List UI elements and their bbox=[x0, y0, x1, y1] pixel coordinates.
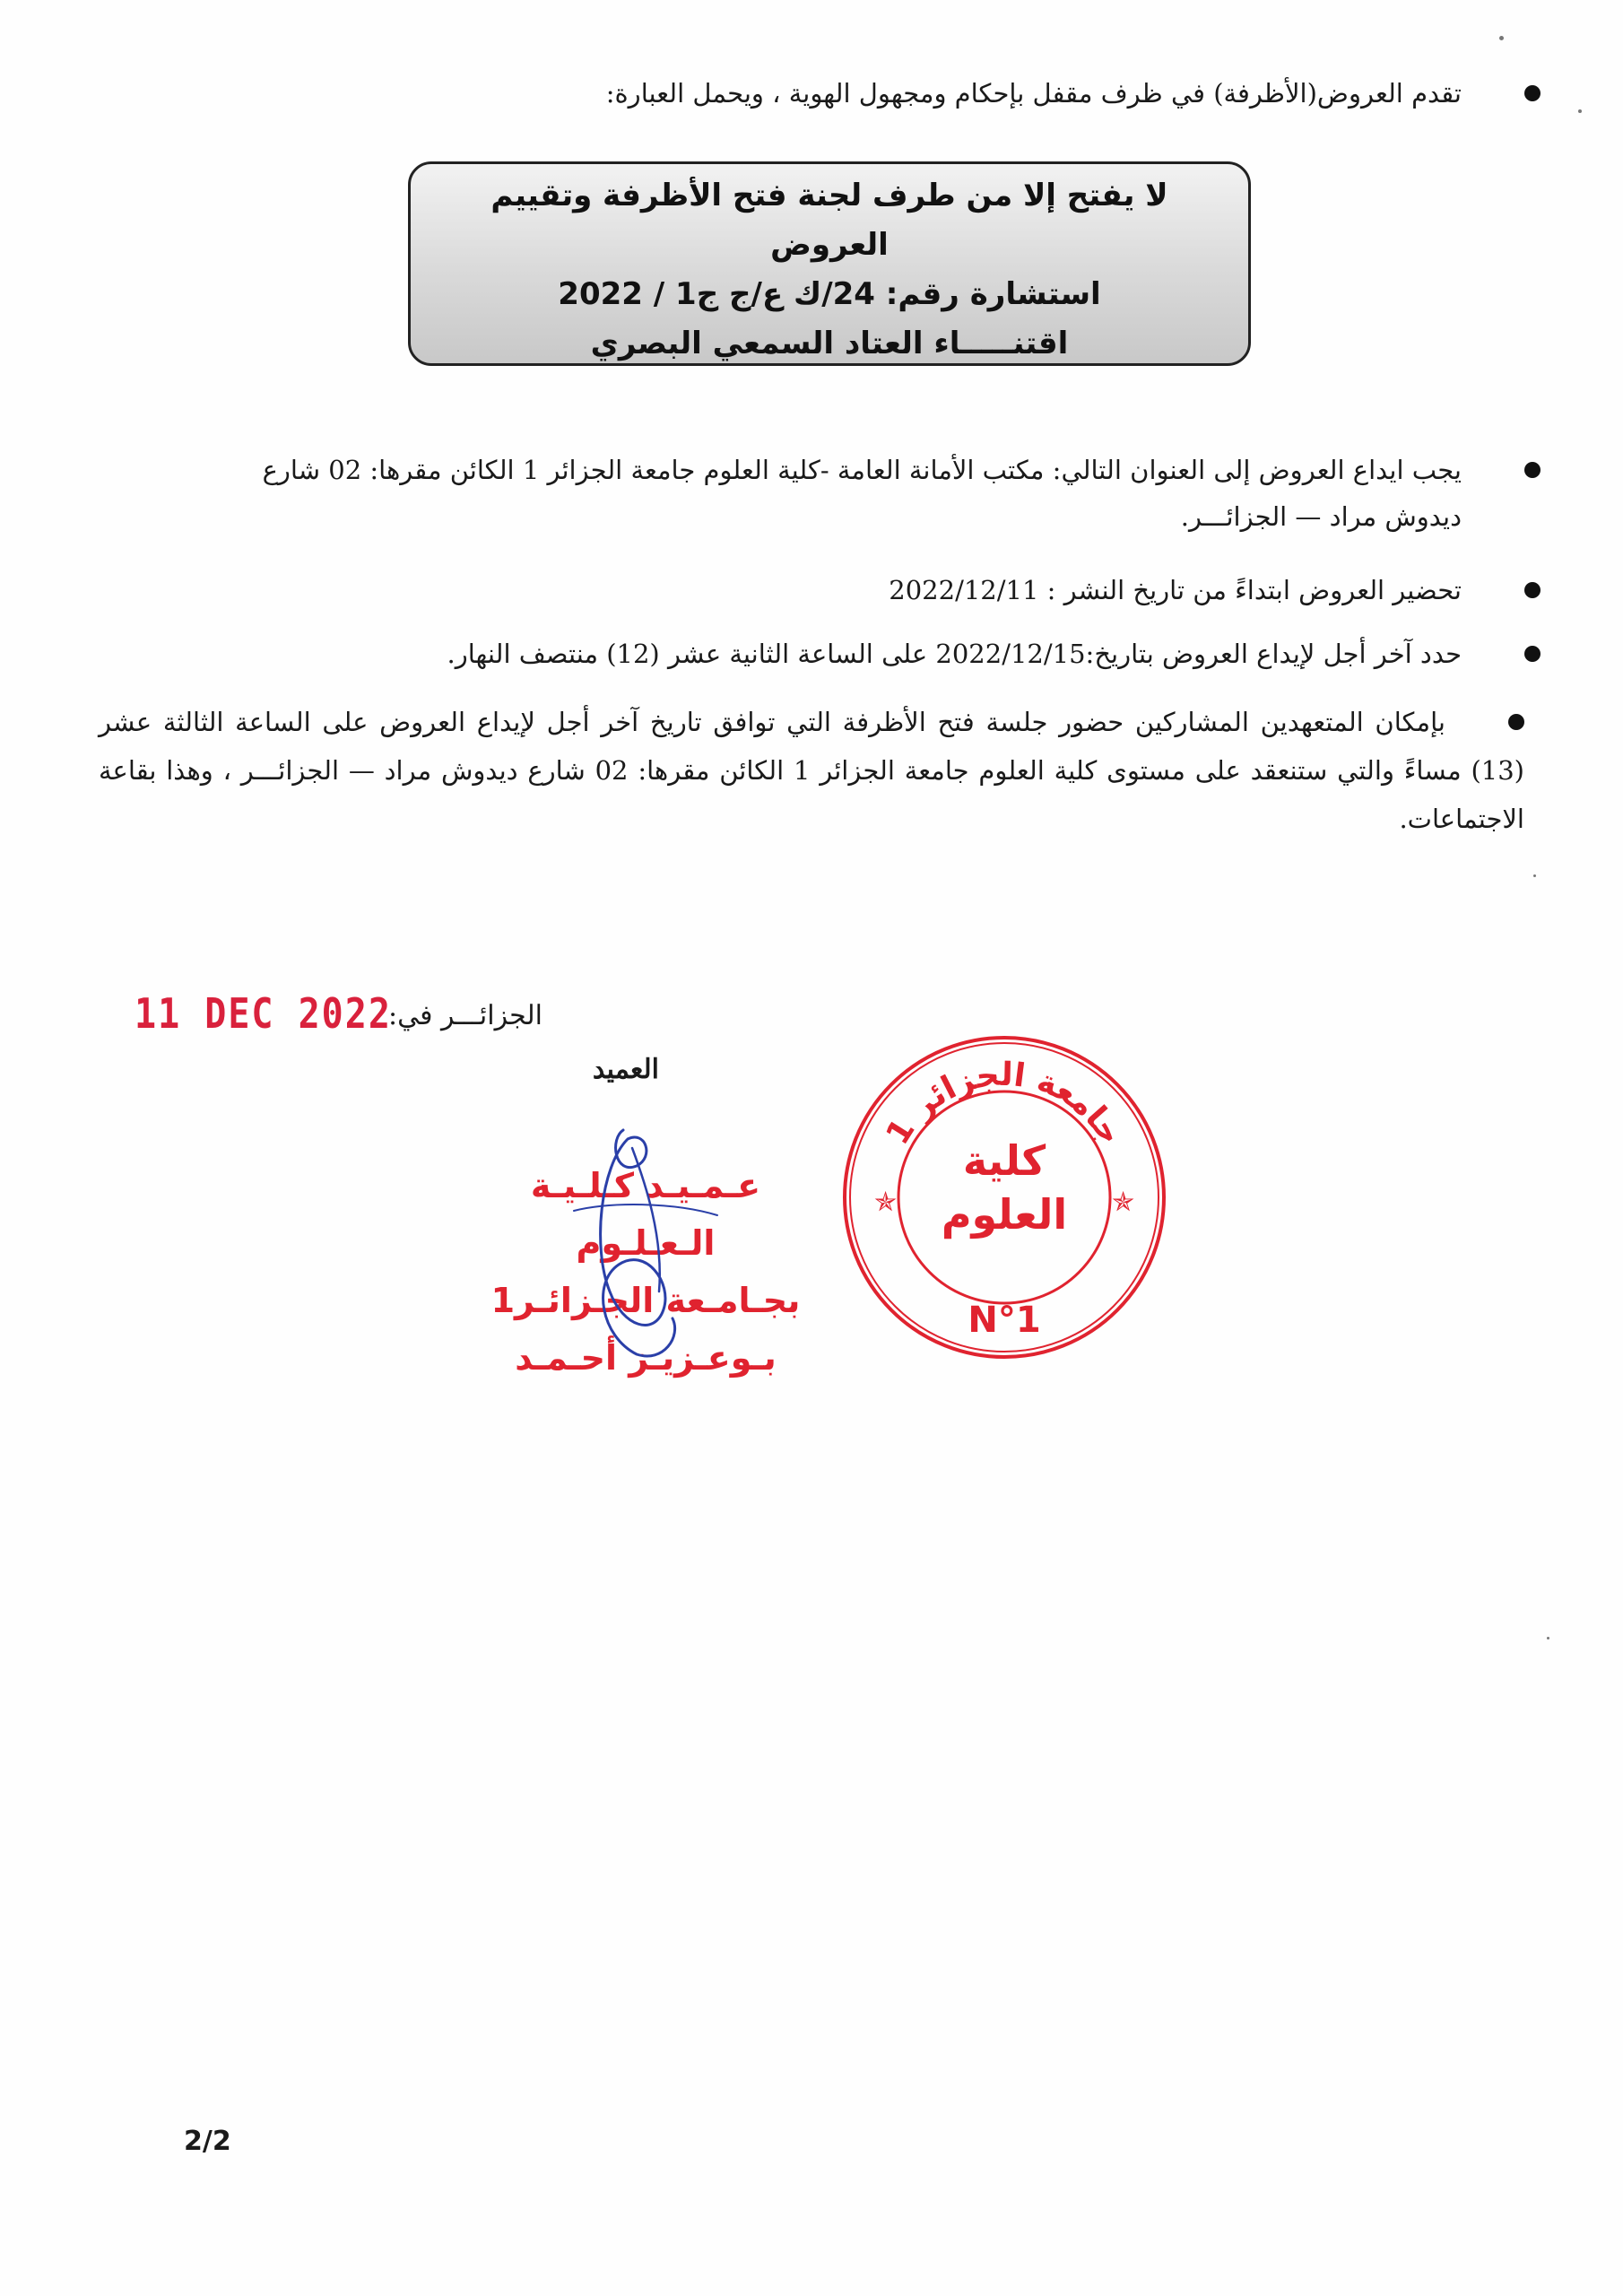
notice-line-subject: اقتنـــــاء العتاد السمعي البصري bbox=[590, 326, 1069, 361]
seal-inner-line1: كلية bbox=[962, 1136, 1046, 1185]
scan-speck bbox=[1499, 36, 1504, 40]
seal-star-left-icon: ✯ bbox=[874, 1187, 898, 1218]
bullet-dot-icon bbox=[1524, 582, 1541, 598]
seal-outer-text: جامعة الجزائر 1 bbox=[879, 1056, 1130, 1152]
envelope-notice-box bbox=[408, 161, 1251, 366]
bullet-deposit-address bbox=[224, 447, 1462, 540]
bullet-text: حدد آخر أجل لإيداع العروض بتاريخ:2022/12/15 على الساعة الثانية عشر (12) منتصف النهار. bbox=[447, 639, 1462, 669]
bullet-text: تحضير العروض ابتداءً من تاريخ النشر : 2022/12/11 bbox=[889, 575, 1462, 605]
bullet-preparation-date bbox=[565, 567, 1462, 613]
seal-star-right-icon: ✯ bbox=[1112, 1187, 1135, 1218]
dean-title: العميد bbox=[592, 1054, 659, 1085]
date-stamp: 11 DEC 2022 bbox=[135, 990, 392, 1039]
seal-number: N°1 bbox=[968, 1300, 1041, 1341]
seal-inner-line2: العلوم bbox=[941, 1190, 1068, 1239]
scan-speck bbox=[1533, 874, 1536, 877]
handwritten-signature bbox=[538, 1112, 735, 1363]
bullet-opening-session bbox=[99, 698, 1524, 843]
bullet-text: تقدم العروض(الأظرفة) في ظرف مقفل بإحكام ومجهول الهوية ، ويحمل العبارة: bbox=[605, 78, 1462, 109]
dean-stamp-line-university: بجـامـعة الجـزائـر1 bbox=[490, 1281, 801, 1320]
scan-speck bbox=[1547, 1637, 1549, 1639]
bullet-dot-icon bbox=[1524, 646, 1541, 662]
bullet-dot-icon bbox=[1524, 462, 1541, 478]
place-label: الجزائـــر في: bbox=[388, 1000, 542, 1031]
bullet-text: يجب ايداع العروض إلى العنوان التالي: مكتب الأمانة العامة -كلية العلوم جامعة الجزائر 1 الكائن مقرها: 02 شارع ديدوش مراد — الجزائـــر. bbox=[262, 455, 1462, 532]
notice-line-committee: لا يفتح إلا من طرف لجنة فتح الأظرفة وتقييم العروض bbox=[490, 178, 1168, 263]
dean-stamp-line-name: بـوعـزيـز أحـمـد bbox=[515, 1338, 777, 1378]
dean-stamp-line-title: عـمـيـد كـلـيـة الـعـلـوم bbox=[530, 1166, 761, 1263]
bullet-deadline bbox=[386, 631, 1462, 677]
page-number: 2/2 bbox=[184, 2126, 231, 2157]
bullet-text: بإمكان المتعهدين المشاركين حضور جلسة فتح الأظرفة التي توافق تاريخ آخر أجل لإيداع العروض على الساعة الثالثة عشر (13) مساءً والتي ستنعقد على مستوى كلية العلوم جامعة الجزائر 1 الكائن مقرها: 02 شارع ديدوش مراد — الجزائـــر ، وهذا بقاعة الاجتماعات. bbox=[99, 707, 1524, 834]
scan-speck bbox=[1578, 109, 1582, 113]
bullet-dot-icon bbox=[1508, 714, 1524, 730]
notice-line-consultation-number: استشارة رقم: 24/ك ع/ج ج1 / 2022 bbox=[558, 276, 1101, 312]
bullet-dot-icon bbox=[1524, 85, 1541, 101]
university-seal bbox=[838, 1031, 1170, 1363]
bullet-envelope-instructions bbox=[565, 70, 1462, 117]
